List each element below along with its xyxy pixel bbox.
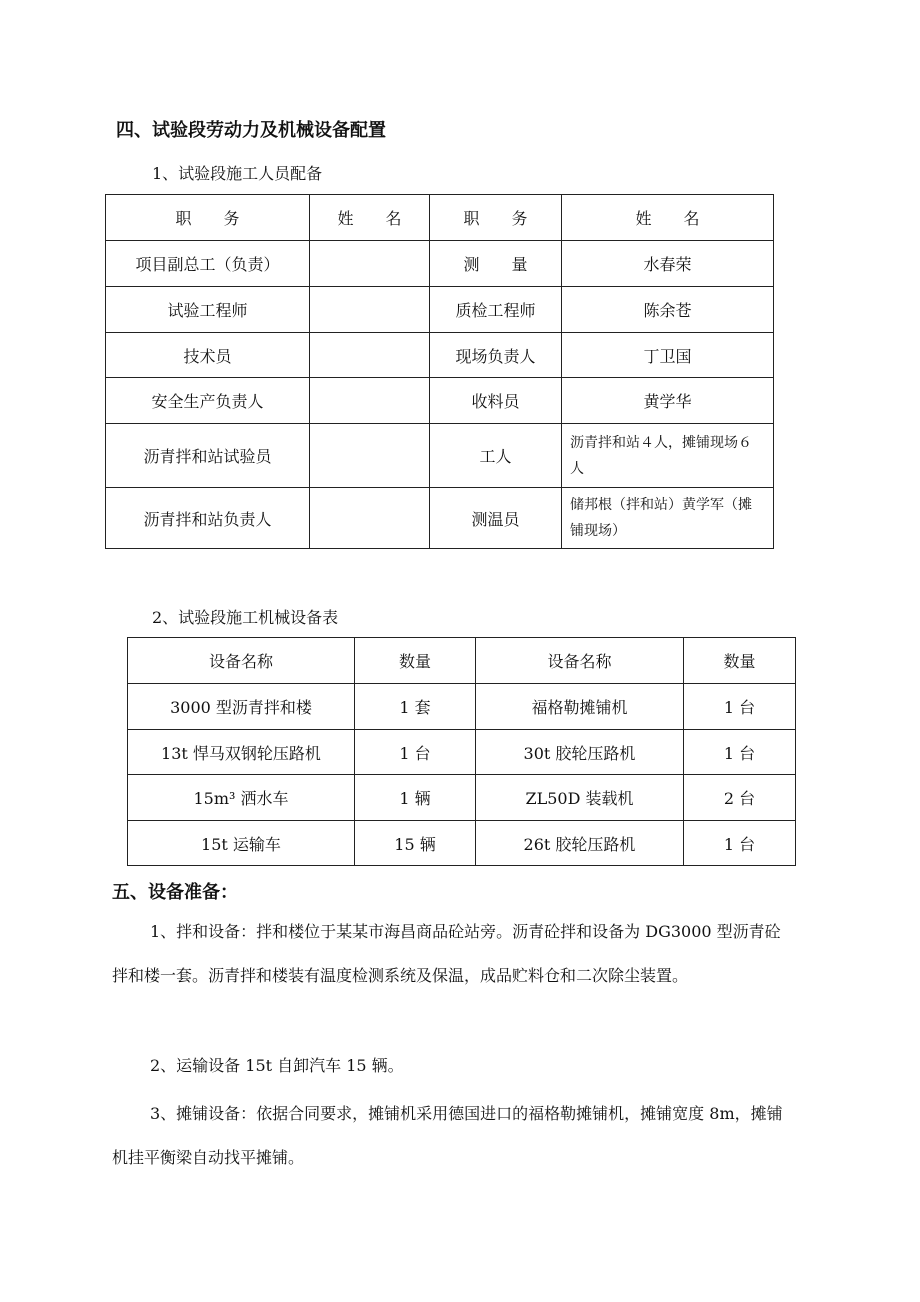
equipment-table (127, 637, 796, 866)
table-cell: 1 辆 (355, 775, 476, 821)
table-row (106, 378, 774, 424)
table-cell: 沥青拌和站负责人 (106, 488, 310, 549)
table-row (106, 287, 774, 333)
table-cell: 水春荣 (562, 241, 774, 287)
table-cell: 黄学华 (562, 378, 774, 424)
table-cell: 试验工程师 (106, 287, 310, 333)
table-row (128, 821, 796, 866)
table-cell: 丁卫国 (562, 333, 774, 378)
paragraph-mixing-equipment: 1、拌和设备：拌和楼位于某某市海昌商品砼站旁。沥青砼拌和设备为 DG3000 型沥青砼拌和楼一套。沥青拌和楼装有温度检测系统及保温，成品贮料仓和二次除尘装置。 (112, 922, 781, 985)
table-row (106, 424, 774, 488)
table-cell: ZL50D 装载机 (476, 775, 684, 821)
table-header-row (128, 638, 796, 684)
table-cell (310, 333, 430, 378)
table-row (128, 730, 796, 775)
personnel-subtitle: 1、试验段施工人员配备 (152, 164, 323, 183)
table-cell: 15m³ 洒水车 (128, 775, 355, 821)
table-cell: 15 辆 (355, 821, 476, 866)
table-cell (310, 241, 430, 287)
table-cell: 15t 运输车 (128, 821, 355, 866)
header-cell: 设备名称 (476, 638, 684, 684)
table-cell: 测温员 (430, 488, 562, 549)
header-cell: 职 务 (106, 195, 310, 241)
header-cell: 职 务 (430, 195, 562, 241)
table-cell: 2 台 (684, 775, 796, 821)
table-cell: 陈余苍 (562, 287, 774, 333)
table-cell: 安全生产负责人 (106, 378, 310, 424)
table-cell (310, 378, 430, 424)
table-cell: 储邦根（拌和站）黄学军（摊铺现场） (562, 488, 774, 549)
equipment-subtitle: 2、试验段施工机械设备表 (152, 608, 339, 627)
table-cell (310, 488, 430, 549)
table-cell (310, 424, 430, 488)
table-cell: 质检工程师 (430, 287, 562, 333)
header-cell: 数量 (355, 638, 476, 684)
table-cell: 1 台 (684, 684, 796, 730)
header-cell: 姓 名 (310, 195, 430, 241)
table-cell: 现场负责人 (430, 333, 562, 378)
header-cell: 设备名称 (128, 638, 355, 684)
table-cell: 13t 悍马双钢轮压路机 (128, 730, 355, 775)
table-cell: 测 量 (430, 241, 562, 287)
section5-title: 五、设备准备： (112, 882, 238, 903)
table-cell: 30t 胶轮压路机 (476, 730, 684, 775)
table-row (128, 775, 796, 821)
table-cell (310, 287, 430, 333)
personnel-table (105, 194, 774, 549)
table-row (106, 488, 774, 549)
table-cell: 1 台 (684, 821, 796, 866)
table-cell: 26t 胶轮压路机 (476, 821, 684, 866)
table-cell: 沥青拌和站４人，摊铺现场６人 (562, 424, 774, 488)
table-row (106, 333, 774, 378)
table-row (106, 241, 774, 287)
table-cell: 1 台 (355, 730, 476, 775)
table-cell: 工人 (430, 424, 562, 488)
table-cell: 收料员 (430, 378, 562, 424)
table-cell: 项目副总工（负责） (106, 241, 310, 287)
table-cell: 沥青拌和站试验员 (106, 424, 310, 488)
header-cell: 数量 (684, 638, 796, 684)
table-cell: 1 套 (355, 684, 476, 730)
table-cell: 3000 型沥青拌和楼 (128, 684, 355, 730)
table-header-row (106, 195, 774, 241)
table-cell: 技术员 (106, 333, 310, 378)
paragraph-paving-equipment: 3、摊铺设备：依据合同要求，摊铺机采用德国进口的福格勒摊铺机，摊铺宽度 8m，摊铺机挂平衡梁自动找平摊铺。 (112, 1104, 783, 1167)
header-cell: 姓 名 (562, 195, 774, 241)
table-row (128, 684, 796, 730)
paragraph-transport-equipment: 2、运输设备 15t 自卸汽车 15 辆。 (150, 1056, 404, 1075)
table-cell: 1 台 (684, 730, 796, 775)
table-cell: 福格勒摊铺机 (476, 684, 684, 730)
section4-title: 四、试验段劳动力及机械设备配置 (116, 120, 386, 141)
